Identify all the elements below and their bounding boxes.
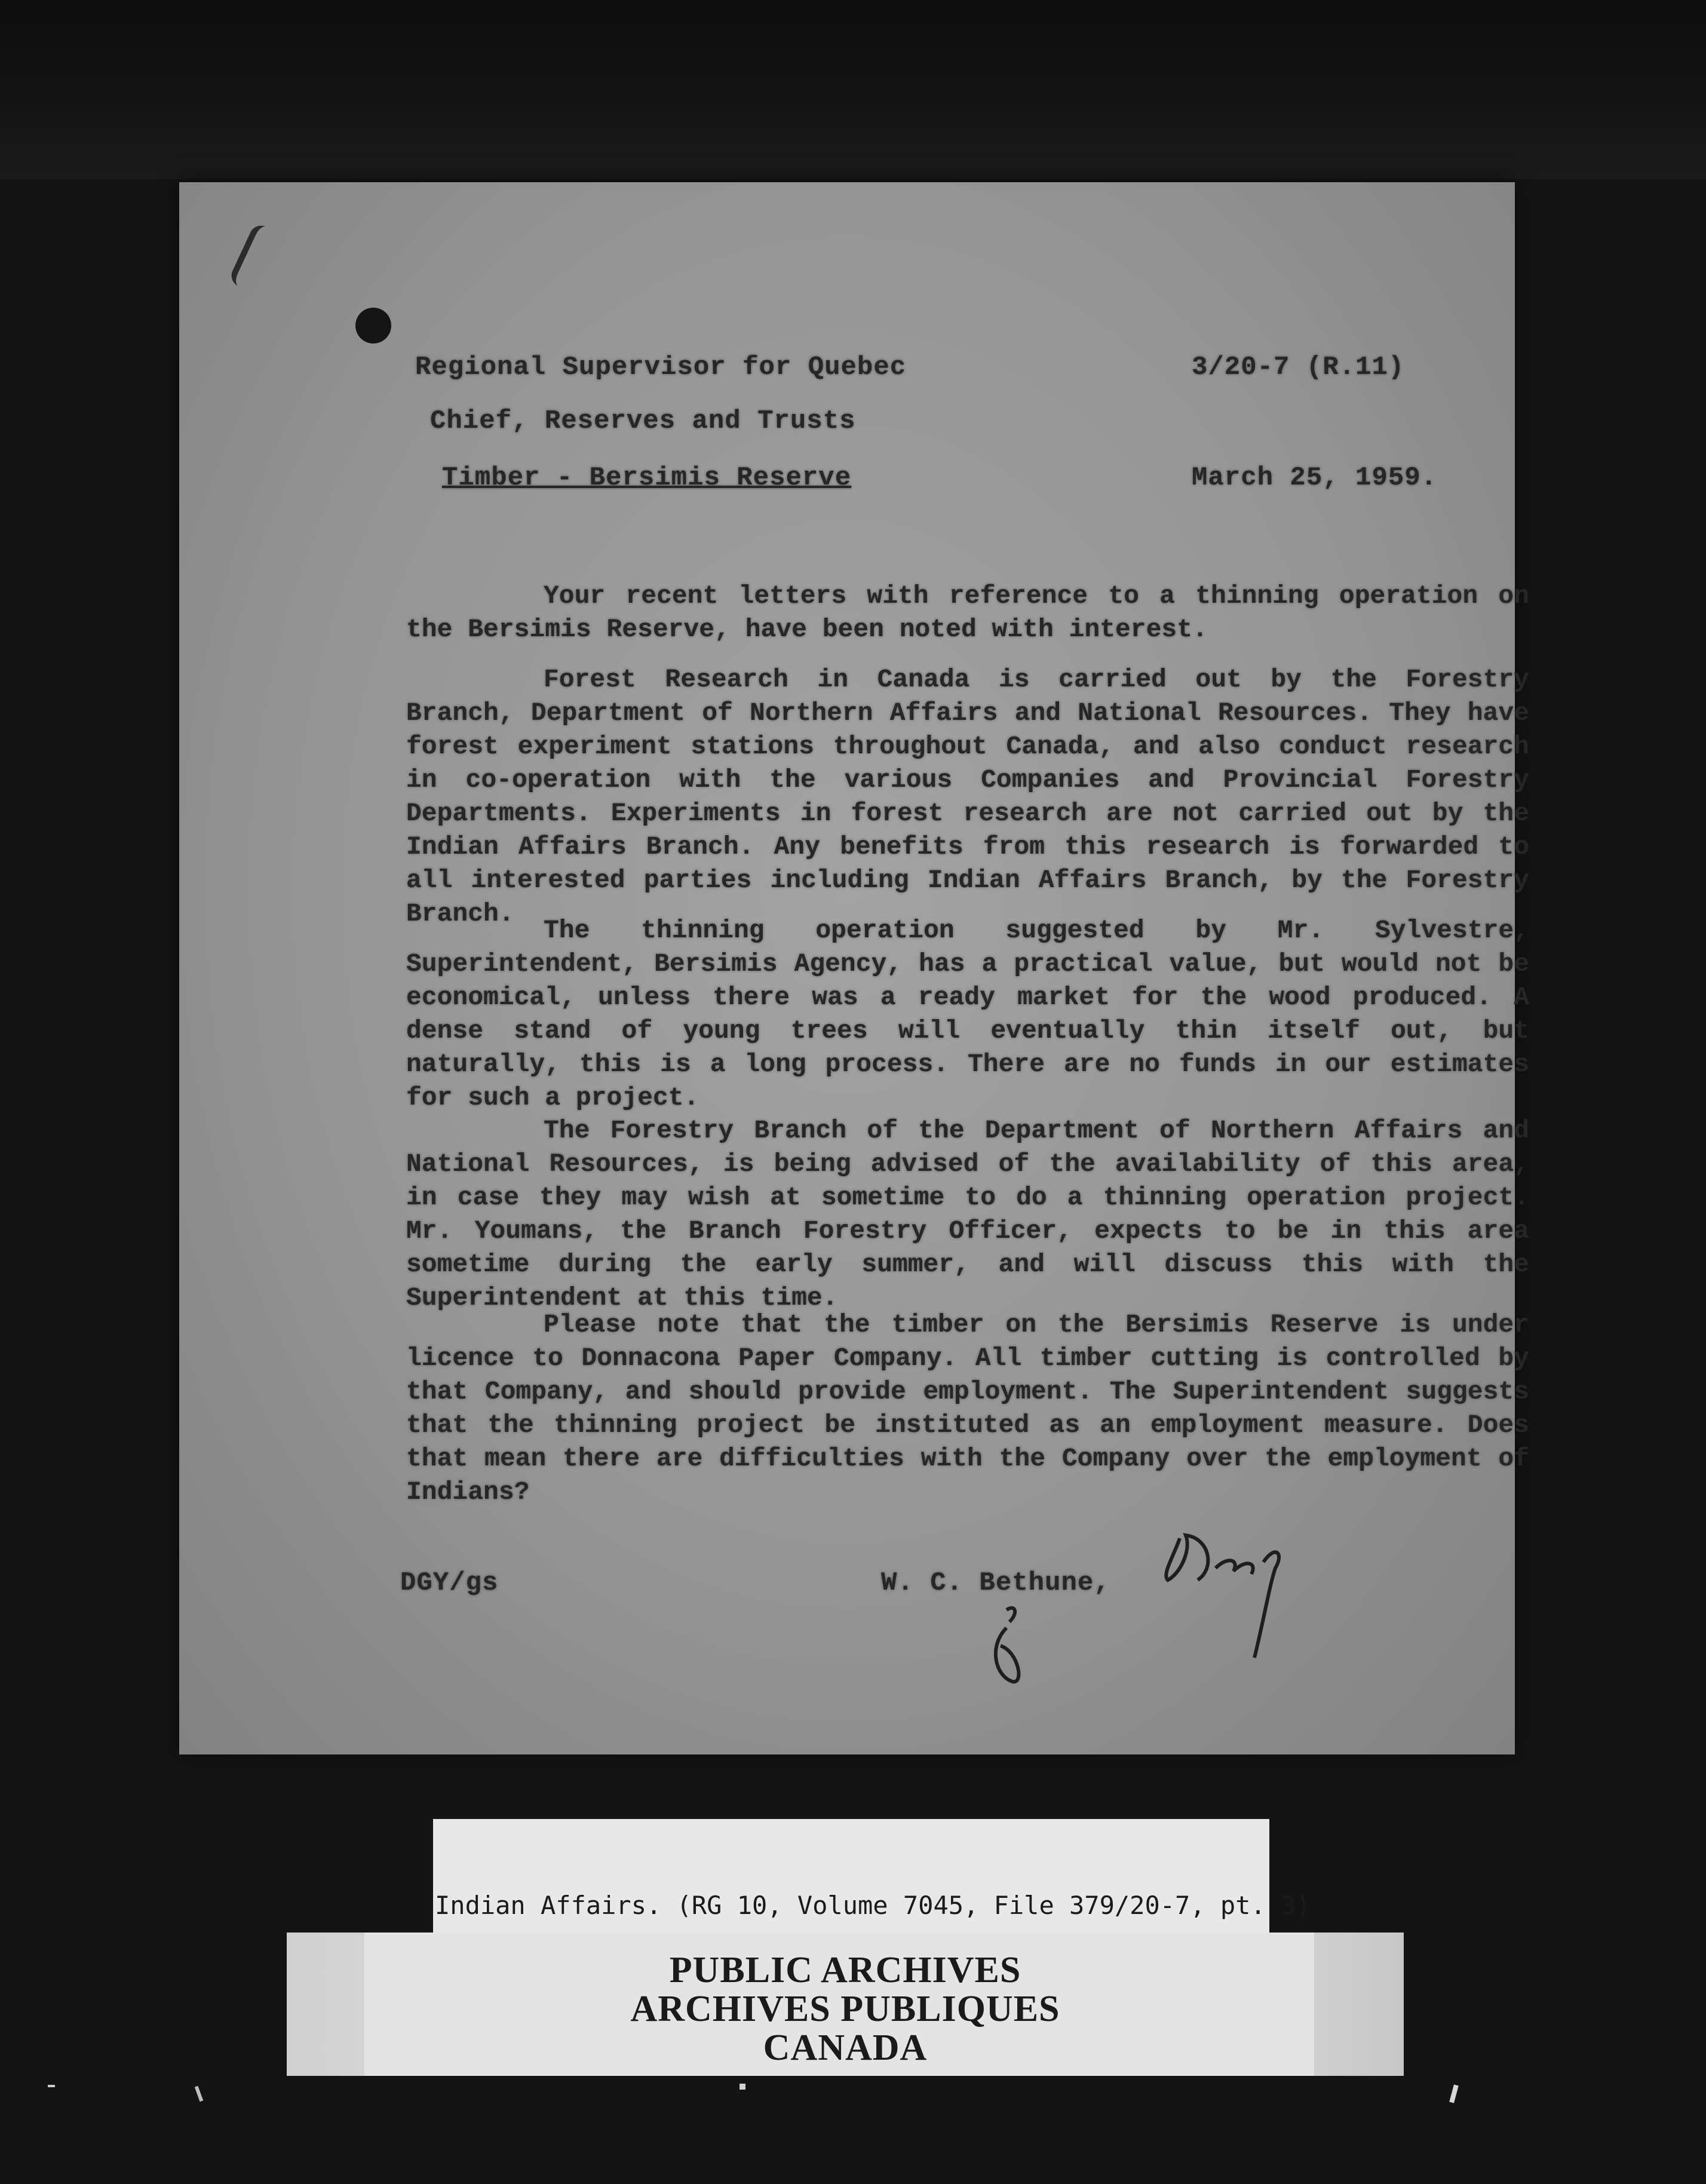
memo-paragraph-1: Your recent letters with reference to a thinning operation on the Bersimis Reserve, have been noted with interest. <box>406 581 1529 644</box>
archives-line-2: ARCHIVES PUBLIQUES <box>630 1989 1060 2029</box>
memo-initials: DGY/gs <box>400 1568 499 1598</box>
archives-line-1: PUBLIC ARCHIVES <box>669 1950 1021 1990</box>
memo-subject: Timber - Bersimis Reserve <box>442 463 852 493</box>
film-specks <box>0 2073 1706 2184</box>
memo-date: March 25, 1959. <box>1192 463 1438 493</box>
archives-line-3: CANADA <box>763 2027 928 2068</box>
memo-paragraph-4: The Forestry Branch of the Department of Northern Affairs and National Resources, is being advised of the availability of this area, in case they may wish at sometime to do a thinning operation project. Mr. Youmans, the Branch Forestry Officer, expects to be in this area sometime during the early summer, and will discuss this with the Superintendent at this time. <box>406 1116 1529 1312</box>
memo-file-ref: 3/20-7 (R.11) <box>1192 352 1405 382</box>
film-border-top <box>0 0 1706 179</box>
archive-reference: Indian Affairs. (RG 10, Volume 7045, File 379/20-7, pt. 3) <box>435 1891 1311 1920</box>
memo-page <box>179 182 1529 1754</box>
memo-paragraph-2: Forest Research in Canada is carried out by the Forestry Branch, Department of Northern Affairs and National Resources. They have forest experiment stations throughout Canada, and also conduct research in co-operation with the various Companies and Provincial Forestry Departments. Experiments in forest research are not carried out by the Indian Affairs Branch. Any benefits from this research is forwarded to all interested parties including Indian Affairs Branch, by the Forestry Branch. <box>406 665 1529 928</box>
memo-from: Chief, Reserves and Trusts <box>430 406 856 436</box>
memo-paragraph-5: Please note that the timber on the Bersimis Reserve is under licence to Donnacona Paper Company. All timber cutting is controlled by that Company, and should provide employment. The Superintendent suggests that the thinning project be instituted as an employment measure. Does that mean there are difficulties with the Company over the employment of Indians? <box>406 1310 1529 1507</box>
ink-mark <box>228 222 304 304</box>
handwritten-signature <box>983 1502 1377 1706</box>
memo-paragraph-3: The thinning operation suggested by Mr. Sylvestre, Superintendent, Bersimis Agency, has a practical value, but would not be economical, unless there was a ready market for the wood produced. A dense stand of young trees will eventually thin itself out, but naturally, this is a long process. There are no funds in our estimates for such a project. <box>406 916 1529 1112</box>
memo-to: Regional Supervisor for Quebec <box>415 352 907 382</box>
memo-signatory: W. C. Bethune, <box>881 1568 1110 1598</box>
archives-stamp <box>287 1933 1404 2076</box>
punch-hole <box>355 308 391 343</box>
